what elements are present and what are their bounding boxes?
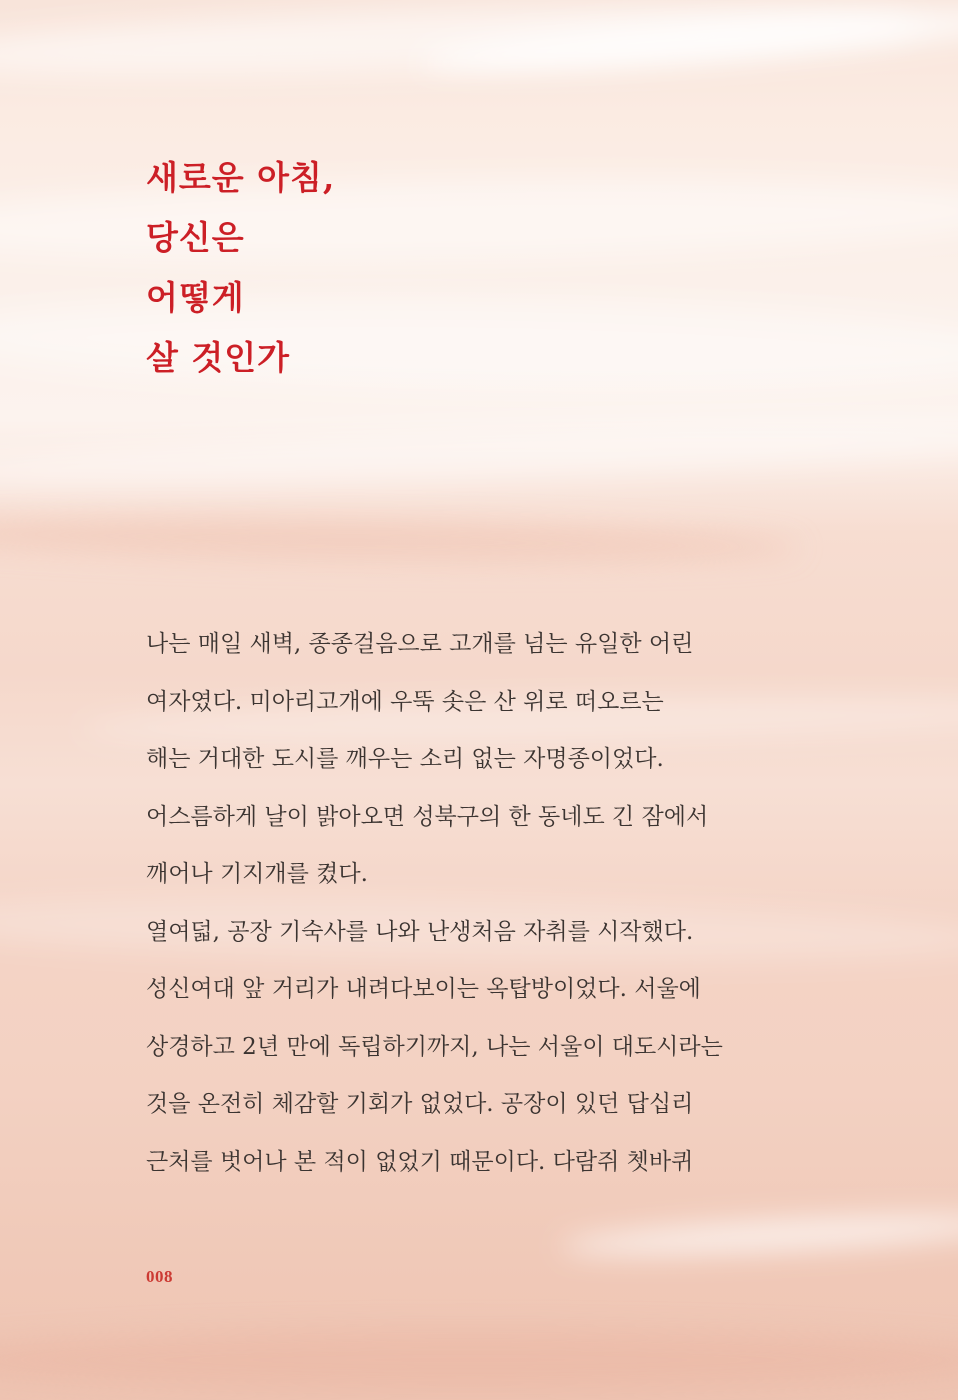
body-text-line: 성신여대 앞 거리가 내려다보이는 옥탑방이었다. 서울에 [146,976,701,1002]
brush-streak [0,0,921,87]
body-text-line: 깨어나 기지개를 켰다. [146,861,368,887]
chapter-title [146,148,335,388]
body-text-line: 어스름하게 날이 밝아오면 성북구의 한 동네도 긴 잠에서 [146,803,709,830]
brush-streak [0,512,800,568]
chapter-title-line: 새로운 아침, [146,158,336,197]
page-number: 008 [146,1267,173,1286]
brush-streak [0,290,958,399]
body-text-line: 나는 매일 새벽, 종종걸음으로 고개를 넘는 유일한 어린 [146,631,694,657]
chapter-title-line: 살 것인가 [146,338,291,377]
body-text [146,616,846,1191]
body-text-line: 상경하고 2년 만에 독립하기까지, 나는 서울이 대도시라는 [146,1033,723,1060]
body-text-line: 것을 온전히 체감할 기회가 없었다. 공장이 있던 답십리 [146,1091,694,1117]
brush-streak [419,0,958,81]
brush-streak [560,1208,958,1262]
brush-streak [0,1330,958,1390]
chapter-title-line: 당신은 [146,218,245,257]
chapter-title-line: 어떻게 [146,278,245,317]
body-text-line: 해는 거대한 도시를 깨우는 소리 없는 자명종이었다. [146,746,664,772]
brush-streak [0,170,958,270]
brush-streak [0,410,958,500]
body-text-line: 여자였다. 미아리고개에 우뚝 솟은 산 위로 떠오르는 [146,688,664,715]
body-text-line: 열여덟, 공장 기숙사를 나와 난생처음 자취를 시작했다. [146,918,694,945]
body-text-line: 근처를 벗어나 본 적이 없었기 때문이다. 다람쥐 쳇바퀴 [146,1148,694,1175]
